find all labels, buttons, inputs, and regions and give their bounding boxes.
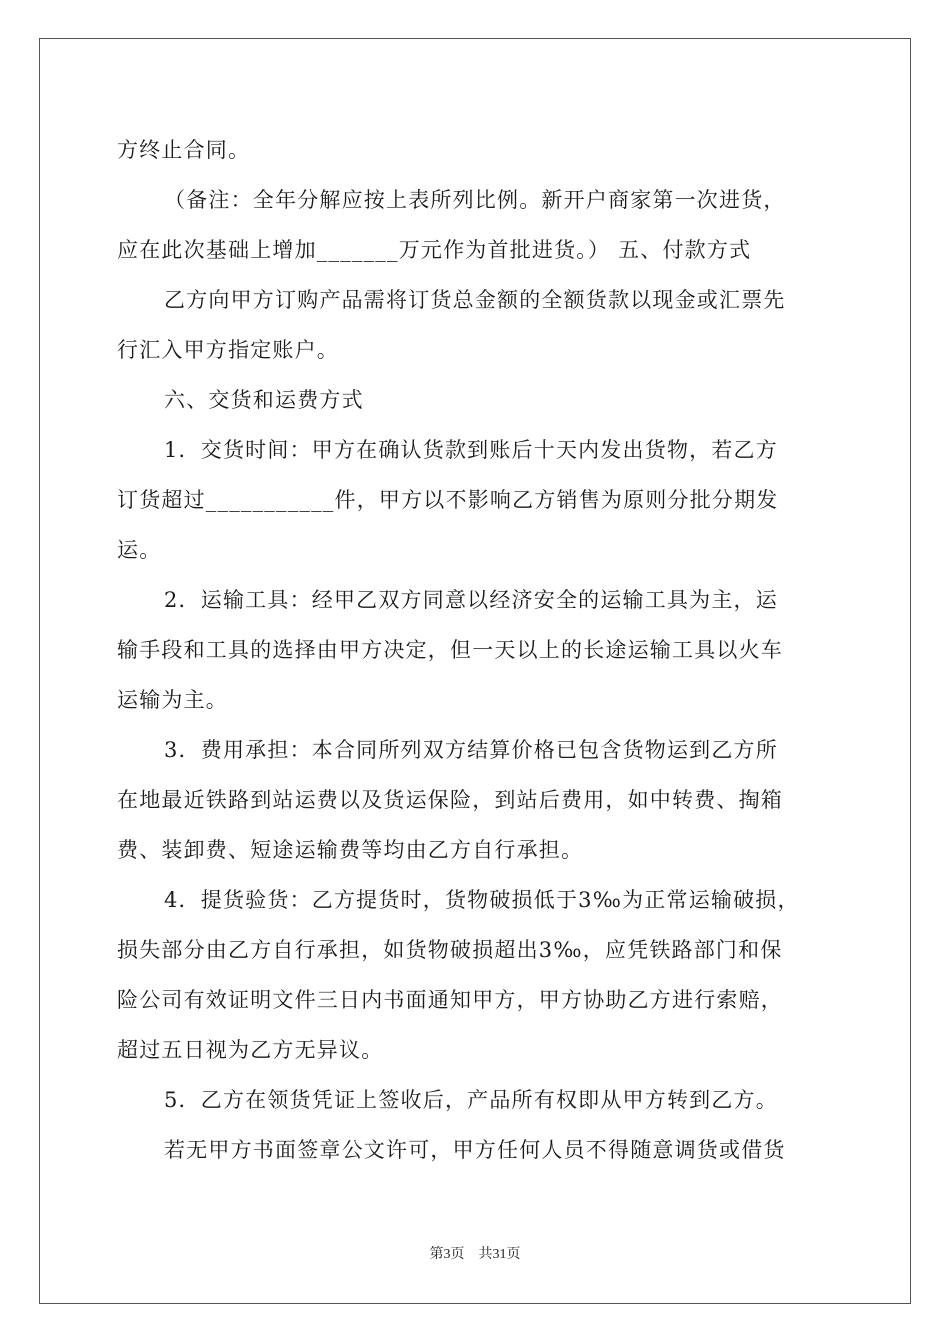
- body-line-20: 5．乙方在领货凭证上签收后，产品所有权即从甲方转到乙方。: [164, 1088, 778, 1112]
- body-line-12: 运输为主。: [117, 688, 228, 712]
- body-line-11: 输手段和工具的选择由甲方决定，但一天以上的长途运输工具以火车: [117, 638, 783, 662]
- page-number: 第3页: [429, 1247, 465, 1262]
- body-line-16: 4．提货验货：乙方提货时，货物破损低于3‰为正常运输破损，: [164, 888, 800, 912]
- body-line-14: 在地最近铁路到站运费以及货运保险，到站后费用，如中转费、掏箱: [117, 788, 783, 812]
- section-heading-delivery: 六、交货和运费方式: [164, 388, 364, 412]
- body-line-19: 超过五日视为乙方无异议。: [117, 1038, 384, 1062]
- body-line-7: 1．交货时间：甲方在确认货款到账后十天内发出货物，若乙方: [164, 438, 778, 462]
- body-line-8: 订货超过___________件，甲方以不影响乙方销售为原则分批分期发: [117, 488, 779, 512]
- body-line-4: 乙方向甲方订购产品需将订货总金额的全额货款以现金或汇票先: [164, 288, 786, 312]
- body-line-15: 费、装卸费、短途运输费等均由乙方自行承担。: [117, 838, 584, 862]
- page-total: 共31页: [478, 1247, 521, 1262]
- body-line-2: （备注：全年分解应按上表所列比例。新开户商家第一次进货，: [164, 188, 786, 212]
- body-line-13: 3．费用承担：本合同所列双方结算价格已包含货物运到乙方所: [164, 738, 778, 762]
- body-line-10: 2．运输工具：经甲乙双方同意以经济安全的运输工具为主，运: [164, 588, 778, 612]
- body-line-17: 损失部分由乙方自行承担，如货物破损超出3‰，应凭铁路部门和保: [117, 938, 783, 962]
- body-line-5: 行汇入甲方指定账户。: [117, 338, 339, 362]
- body-line-18: 险公司有效证明文件三日内书面通知甲方，甲方协助乙方进行索赔，: [117, 988, 783, 1012]
- body-line-21: 若无甲方书面签章公文许可，甲方任何人员不得随意调货或借货: [164, 1138, 786, 1162]
- body-line-9: 运。: [117, 538, 162, 562]
- page-footer: [0, 1246, 950, 1264]
- body-line-3: 应在此次基础上增加_______万元作为首批进货。） 五、付款方式: [117, 238, 752, 262]
- body-line-1: 方终止合同。: [117, 138, 251, 162]
